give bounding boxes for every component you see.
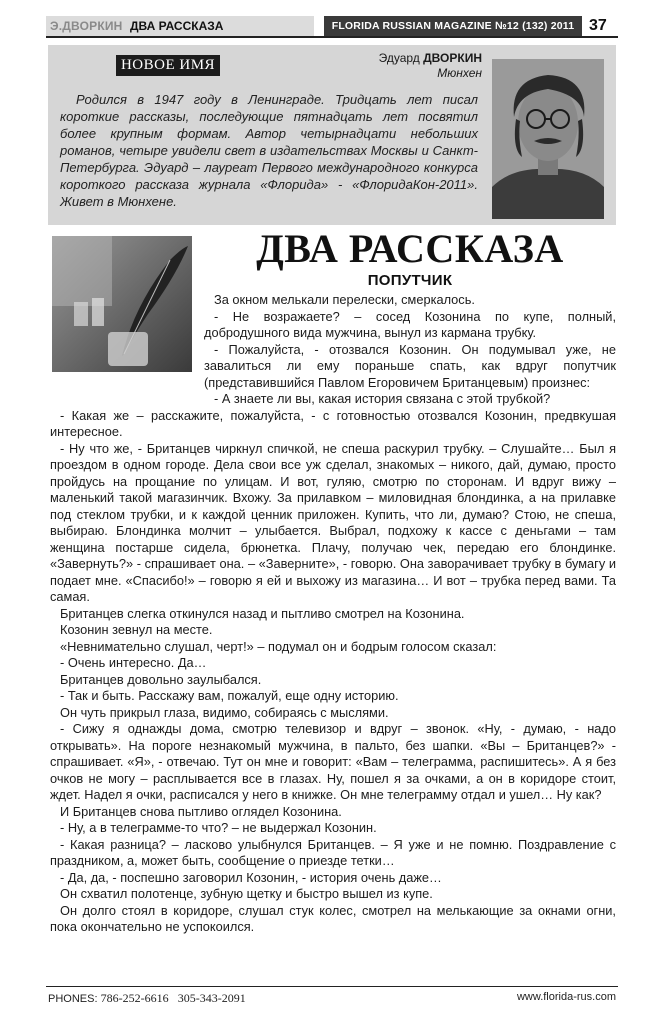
phone-number-2: 305-343-2091 [177,991,246,1005]
header-author: Э.ДВОРКИН [50,19,123,33]
paragraph: Британцев слегка откинулся назад и пытливо смотрел на Козонина. [60,605,465,621]
paragraph: И Британцев снова пытливо оглядел Козонина. [60,803,342,819]
paragraph: - А знаете ли вы, какая история связана с этой трубкой? [214,391,551,406]
magazine-issue-label: FLORIDA RUSSIAN MAGAZINE №12 (132) 2011 [324,16,582,36]
paragraph: Он схватил полотенце, зубную щетку и быстро вышел из купе. [60,886,433,901]
article-title: ДВА РАССКАЗА [256,226,564,271]
website-url: www.florida-rus.com [516,991,616,1003]
paragraph: - Какая же – расскажите, пожалуйста, - с готовностью отозвался Козонин, предвкушая интересное. [50,407,616,439]
author-bio-box [48,45,616,225]
paragraph: - Так и быть. Расскажу вам, пожалуй, еще одну историю. [60,688,399,703]
paragraph: - Сижу я однажды дома, смотрю телевизор и вдруг – звонок. «Ну, - думаю, - надо открывать». На пороге незнакомый мужчина, в пальто, без шапки. «Вы – Британцев?» - спрашивает. «Я», - отвечаю. Тут он мне и говорит: «Вам – телеграмма, распишитесь». А я без очков не могу – расплывается все в глазах. Ну, пошел я за очками, а он в коридоре стоит, ждет. Надел я очки, расписался у него в книжке. Он мне телеграмму отдал и ушел… Ну как? [50,721,616,802]
paragraph: - Ну что же, - Британцев чиркнул спичкой, не спеша раскурил трубку. – Слушайте… Был я проездом в одном городе. Дела свои все уж сделал, знакомых – никого, дай, думаю, просто пройдусь на прощание по улицам. И вот, гуляю, смотрю по сторонам. И вдруг вижу – маленький такой магазинчик. Вхожу. За прилавком – миловидная блондинка, а на прилавке под стеклом трубки, и к каждой ценник приложен. Купить, что ли, думаю? Стою, не спеша, выбираю. Блондинка молчит – улыбается. Выбрал, подхожу к кассе с деньгами – там женщина постарше сидела, брюнетка. Плачу, получаю чек, передаю его блондинке. «Завернуть?» - спрашивает она. – «Заверните», - говорю. Она заворачивает трубку в бумагу и подает мне. «Спасибо!» – говорю я ей и выхожу из магазина… И вот – трубка перед вами. Та самая. [50,440,616,604]
author-first-name: Эдуард [378,51,420,65]
author-bio-text: Родился в 1947 году в Ленинграде. Тридцать лет писал короткие рассказы, последующие пятнадцать лет посвятил более крупным формам. Автор четырнадцати небольших романов, четыре увидели свет в издательствах Москвы и Санкт-Петербурга. Эдуард – лауреат Первого международного конкурса короткого рассказа журнала «Флорида» - «ФлоридаКон-2011». Живет в Мюнхене. [60,92,478,209]
paragraph: Он долго стоял в коридоре, слушал стук колес, смотрел на мелькающие за окнами огни, пока окончательно не успокоился. [50,902,616,934]
paragraph: Козонин зевнул на месте. [60,622,213,637]
paragraph: Британцев довольно заулыбался. [60,671,262,687]
paragraph: - Какая разница? – ласково улыбнулся Британцев. – Я уже и не помню. Поздравление с праздником, а, может быть, сообщение о приезде тетки… [50,836,616,868]
author-portrait-photo [492,59,604,219]
author-city: Мюнхен [437,66,482,80]
header-title: ДВА РАССКАЗА [130,19,224,33]
paragraph: - Ну, а в телеграмме-то что? – не выдержал Козонин. [60,820,377,835]
phones-label: PHONES: [48,993,98,1005]
paragraph: - Да, да, - поспешно заговорил Козонин, - история очень даже… [60,869,442,885]
page-number: 37 [589,17,607,34]
paragraph: - Пожалуйста, - отозвался Козонин. Он подумывал уже, не завалиться ли ему пораньше спать, как вдруг попутчик (представившийся Павлом Егоровичем Британцевым) произнес: [204,341,616,390]
paragraph: «Невнимательно слушал, черт!» – подумал он и бодрым голосом сказал: [60,638,497,654]
header-divider [46,36,618,38]
story-title: ПОПУТЧИК [367,272,453,289]
paragraph: Он чуть прикрыл глаза, видимо, собираясь с мыслями. [60,704,389,720]
footer-divider [46,986,618,987]
running-header [46,16,314,36]
phone-number-1: 786-252-6616 [100,991,169,1005]
article-body [50,292,616,936]
author-name [379,51,482,65]
footer-phones [48,991,246,1006]
new-name-badge: НОВОЕ ИМЯ [116,55,220,76]
paragraph: - Очень интересно. Да… [60,655,207,670]
author-last-name: ДВОРКИН [423,51,482,65]
paragraph: За окном мелькали перелески, смеркалось. [214,292,475,307]
paragraph: - Не возражаете? – сосед Козонина по купе, полный, добродушного вида мужчина, вынул из кармана трубку. [204,308,616,340]
